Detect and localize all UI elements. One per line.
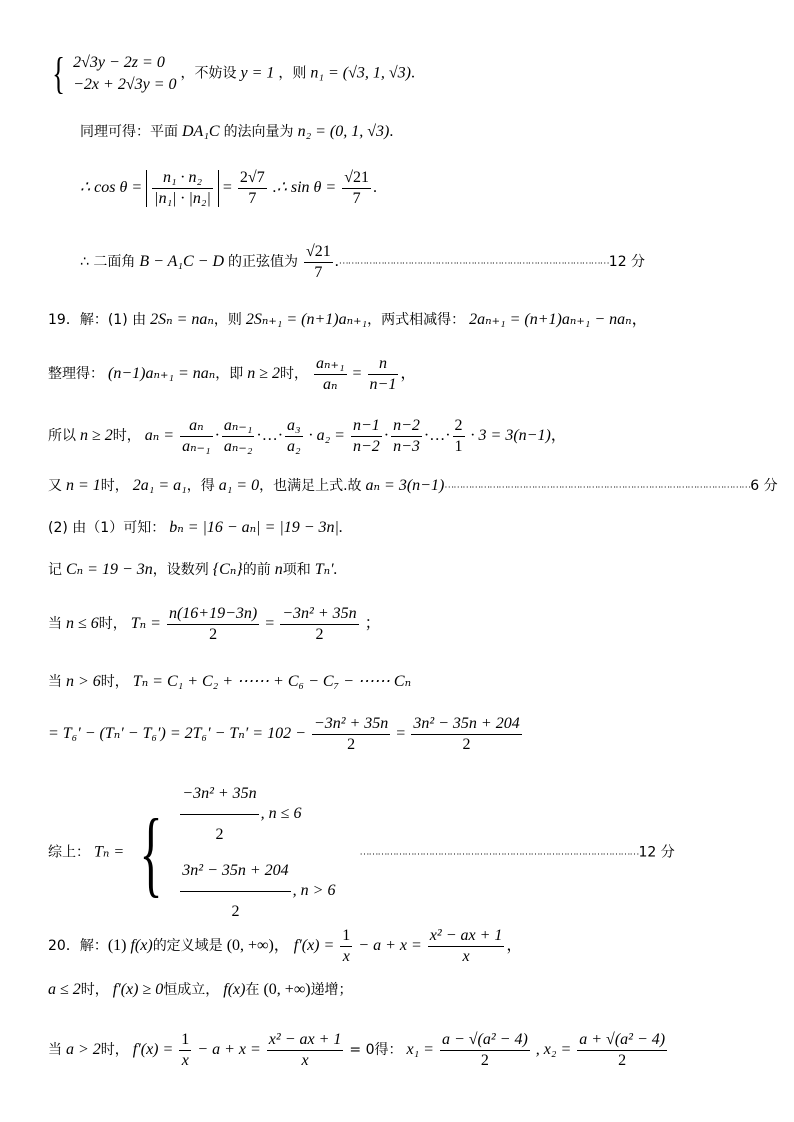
system-equations: { 2√3y − 2z = 0 −2x + 2√3y = 0 ，不妨设 y = 1 ，则 n₁ = (√3, 1, √3). [52,49,415,98]
score-12: 12 分 [608,254,646,271]
similar-normal: 同理可得：平面 DA₁C 的法向量为 n₂ = (0, 1, √3). [80,123,394,140]
n2-vector: n₂ = (0, 1, √3) [297,123,390,140]
q19-summary: 综上： Tₙ = { $\frac{\text{−3n² + 35n}}{2}$ , n ≤ 6 $\frac{\text{3n² − 35n + 204}}{2}$ , n > 6 ⋯⋯⋯⋯⋯⋯⋯⋯⋯⋯⋯⋯⋯⋯⋯⋯⋯⋯⋯⋯⋯⋯⋯⋯⋯⋯⋯⋯⋯⋯⋯12 分 [48,776,675,930]
sys-eq1: 2√3y − 2z = 0 [73,54,165,71]
n1-vector: n₁ = (√3, 1, √3) [310,64,411,82]
q20-line3: 当 a > 2时， f′(x) = $\frac{1}{x}$ − a + x = $\frac{\text{x² − ax + 1}}{x}$ = 0得： x₁ = $\frac{\text{a − √(a² − 4)}}{2}$ , x₂ = $\frac{\text{a + √(a² − 4)}}{2}$ [48,1031,666,1069]
q19-line2: 整理得： (n−1)aₙ₊₁ = naₙ，即 n ≥ 2时， $\frac{\text{aₙ₊₁}}{\text{aₙ}}$ = $\frac{n}{n-1}$ ， [48,355,417,393]
q19-line7: 当 n ≤ 6时， Tₙ = $\frac{n(16+19-3n)}{2}$ = $\frac{\text{−3n² + 35n}}{2}$ ； [48,605,381,643]
q19-line4: 又 n = 1时， 2a₁ = a₁，得 a₁ = 0，也满足上式.故 aₙ = 3(n−1)⋯⋯⋯⋯⋯⋯⋯⋯⋯⋯⋯⋯⋯⋯⋯⋯⋯⋯⋯⋯⋯⋯⋯⋯⋯⋯⋯⋯⋯⋯⋯⋯⋯⋯6 分 [48,477,778,494]
q19-line5: (2) 由（1）可知： bₙ = |16 − aₙ| = |19 − 3n|. [48,519,343,536]
q19-line1: 19．解：(1) 由 2Sₙ = naₙ，则 2Sₙ₊₁ = (n+1)aₙ₊₁，两式相减得： 2aₙ₊₁ = (n+1)aₙ₊₁ − naₙ， [48,311,648,328]
q20-line2: a ≤ 2时， f′(x) ≥ 0恒成立， f(x)在 (0, +∞)递增； [48,981,353,998]
cos-theta: ∴ cos θ = $\frac{\text{n₁ · n₂}}{\text{|n₁| · |n₂|}}$ = $\frac{2√7}{7}$ .∴ sin θ = $\frac{√21}{7}$ . [80,169,377,207]
score-6: 6 分 [750,478,778,494]
q20-line1: 20．解：(1) f(x)的定义域是 (0, +∞)， f′(x) = $\frac{1}{x}$ − a + x = $\frac{\text{x² − ax + 1}}{x}$ ， [48,927,523,965]
score-12b: 12 分 [638,844,675,861]
q19-line3: 所以 n ≥ 2时， aₙ = $\frac{\text{aₙ}}{\text{aₙ₋₁}}$ · $\frac{\text{aₙ₋₁}}{\text{aₙ₋₂}}$ ·…· $\frac{\text{a₃}}{\text{a₂}}$ · a₂ = $\frac{n-1}{n-2}$ · $\frac{n-2}{n-3}$ ·…· $\frac{2}{1}$ · 3 = 3(n−1)， [48,417,567,455]
q19-line9: = T₆′ − (Tₙ′ − T₆′) = 2T₆′ − Tₙ′ = 102 − $\frac{\text{−3n² + 35n}}{2}$ = $\frac{\text{3n² − 35n + 204}}{2}$ [48,715,520,753]
q19-line8: 当 n > 6时， Tₙ = C₁ + C₂ + ⋯⋯ + C₆ − C₇ − ⋯⋯ Cₙ [48,673,412,690]
sys-eq2: −2x + 2√3y = 0 [73,76,177,93]
q19-line6: 记 Cₙ = 19 − 3n，设数列 {Cₙ}的前 n项和 Tₙ′. [48,561,338,578]
dihedral-result: ∴ 二面角 B − A₁C − D 的正弦值为 $\frac{√21}{7}$ .⋯⋯⋯⋯⋯⋯⋯⋯⋯⋯⋯⋯⋯⋯⋯⋯⋯⋯⋯⋯⋯⋯⋯⋯⋯⋯⋯⋯⋯⋯12 分 [80,243,646,281]
